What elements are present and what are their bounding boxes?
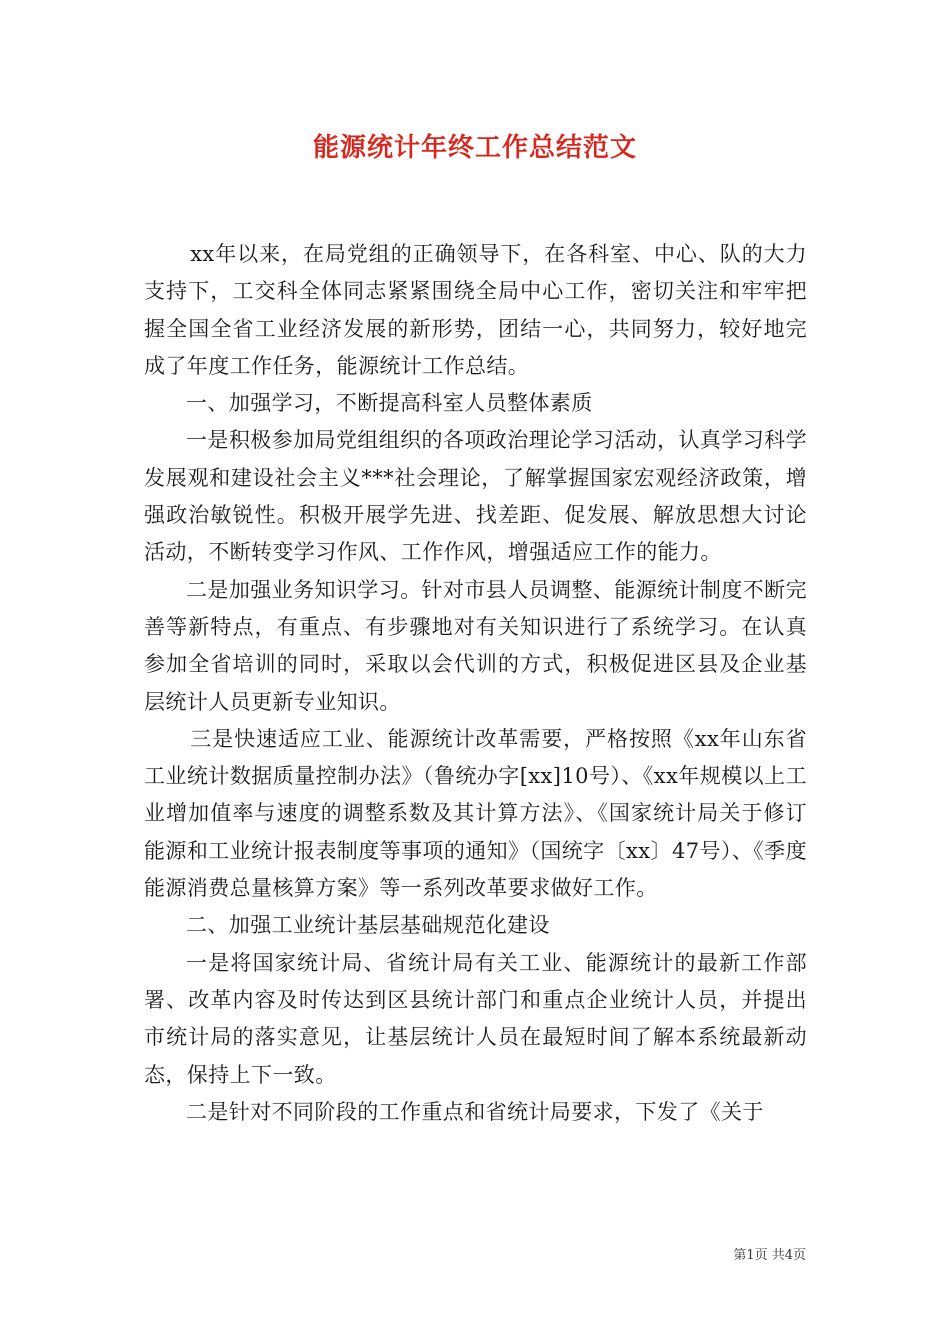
paragraph: 三是快速适应工业、能源统计改革需要，严格按照《xx年山东省工业统计数据质量控制办法》（鲁统办字[xx]10号）、《xx年规模以上工业增加值率与速度的调整系数及其计算方法》、《国家统计局关于修订能源和工业统计报表制度等事项的通知》（国统字〔xx〕47号）、《季度能源消费总量核算方案》等一系列改革要求做好工作。: [144, 726, 807, 901]
paragraph: 一是将国家统计局、省统计局有关工业、能源统计的最新工作部署、改革内容及时传达到区县统计部门和重点企业统计人员，并提出市统计局的落实意见，让基层统计人员在最短时间了解本系统最新动态，保持上下一致。: [144, 950, 807, 1087]
paragraph: 一是积极参加局党组组织的各项政治理论学习活动，认真学习科学发展观和建设社会主义***社会理论，了解掌握国家宏观经济政策，增强政治敏锐性。积极开展学先进、找差距、促发展、解放思想大讨论活动，不断转变学习作风、工作作风，增强适应工作的能力。: [144, 428, 807, 565]
paragraph-intro: xx年以来，在局党组的正确领导下，在各科室、中心、队的大力支持下，工交科全体同志紧紧围绕全局中心工作，密切关注和牢牢把握全国全省工业经济发展的新形势，团结一心，共同努力，较好地完成了年度工作任务，能源统计工作总结。: [144, 242, 807, 378]
paragraph: 二是加强业务知识学习。针对市县人员调整、能源统计制度不断完善等新特点，有重点、有步骤地对有关知识进行了系统学习。在认真参加全省培训的同时，采取以会代训的方式，积极促进区县及企业基层统计人员更新专业知识。: [144, 577, 807, 714]
page-number: 第1页 共4页: [733, 1248, 806, 1263]
section-heading-2: 二、加强工业统计基层基础规范化建设: [186, 913, 550, 938]
section-heading-1: 一、加强学习，不断提高科室人员整体素质: [186, 391, 593, 416]
paragraph: 二是针对不同阶段的工作重点和省统计局要求，下发了《关于: [186, 1099, 764, 1124]
document-body: [144, 236, 807, 1131]
document-title: 能源统计年终工作总结范文: [312, 133, 637, 163]
